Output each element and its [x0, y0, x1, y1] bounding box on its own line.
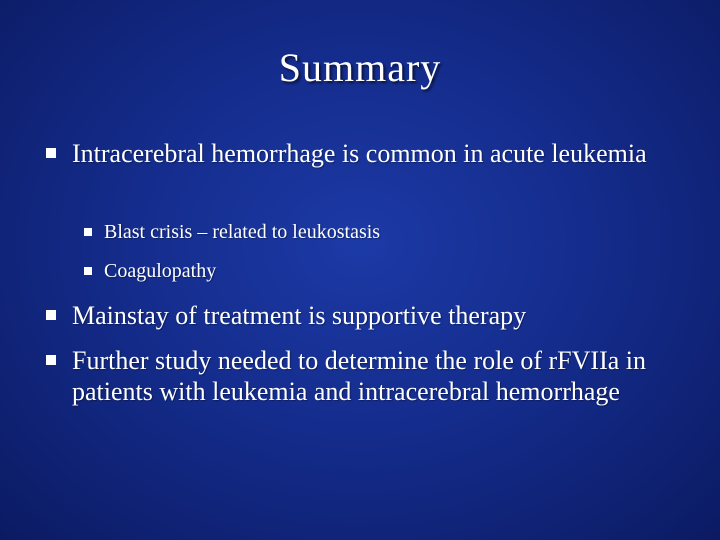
sub-bullet-item	[104, 259, 664, 283]
bullet-item	[72, 300, 672, 331]
bullet-text: Intracerebral hemorrhage is common in acute leukemia	[72, 139, 647, 168]
square-bullet-icon	[84, 267, 92, 275]
square-bullet-icon	[84, 228, 92, 236]
bullet-text: Blast crisis – related to leukostasis	[104, 221, 381, 243]
sub-bullet-item	[104, 220, 664, 244]
bullet-item	[72, 138, 672, 169]
bullet-text: Mainstay of treatment is supportive therapy	[72, 301, 527, 330]
square-bullet-icon	[46, 148, 56, 158]
bullet-text: Further study needed to determine the role of rFVIIa in patients with leukemia and intracerebral hemorrhage	[72, 346, 646, 406]
square-bullet-icon	[46, 310, 56, 320]
bullet-item	[72, 345, 652, 407]
bullet-text: Coagulopathy	[104, 260, 217, 282]
slide-title: Summary	[278, 45, 442, 90]
square-bullet-icon	[46, 355, 56, 365]
